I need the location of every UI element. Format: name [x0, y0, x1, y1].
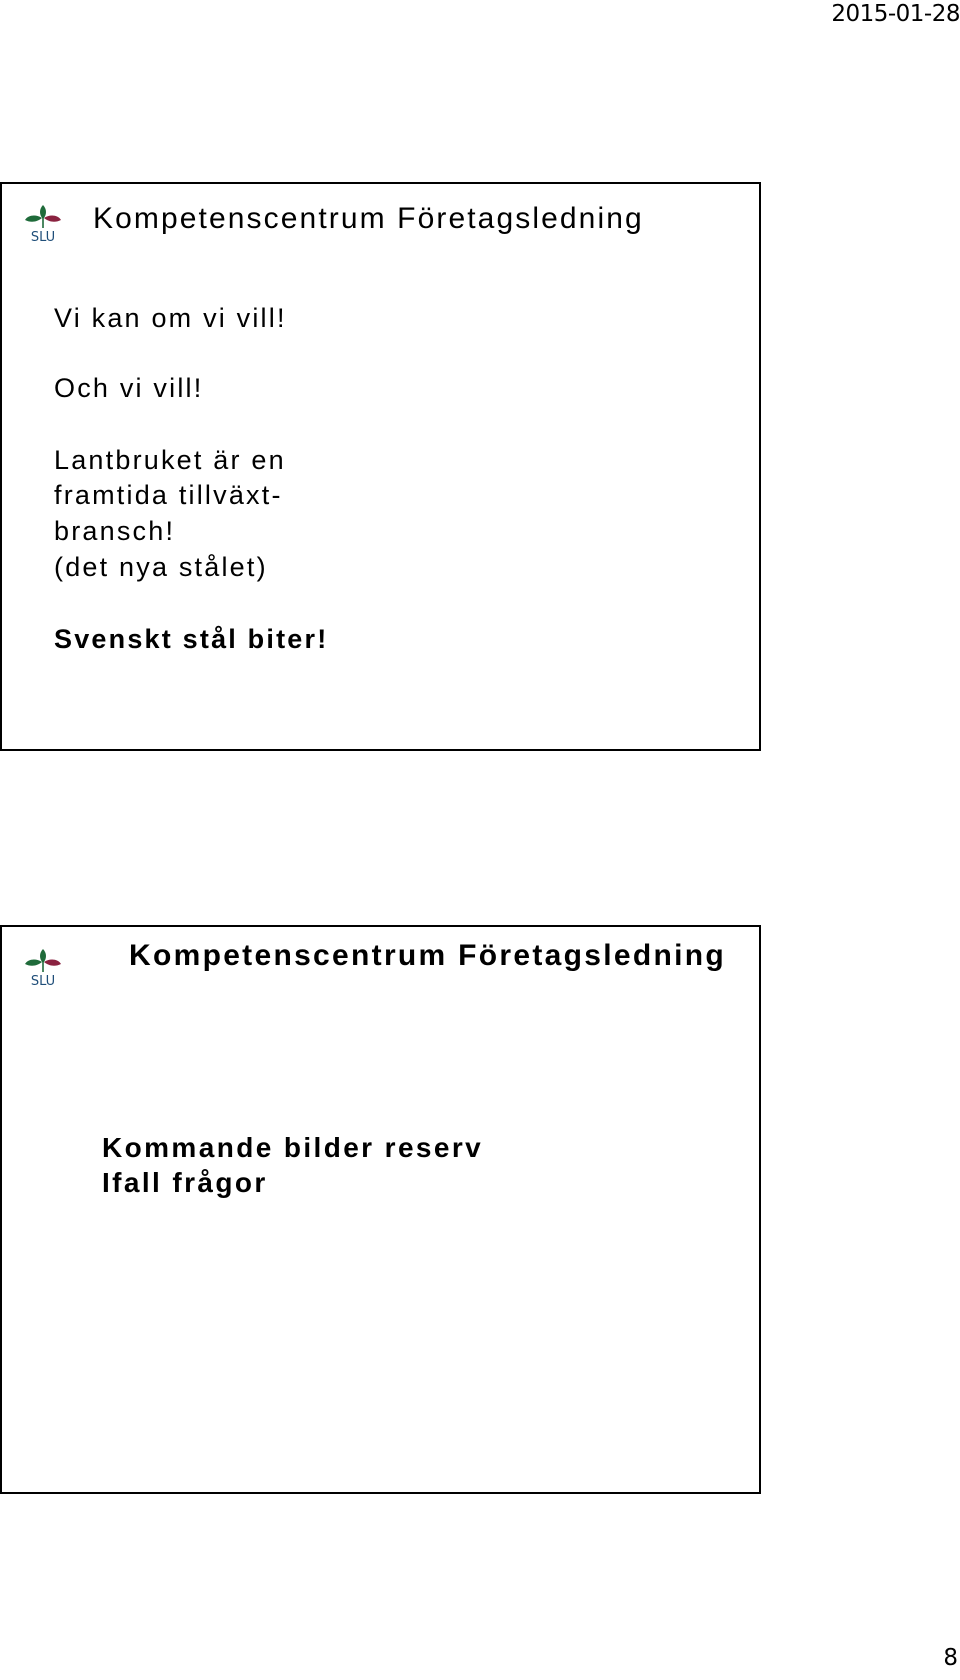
slide-text-line: (det nya stålet) [54, 552, 268, 582]
slide-text-line: Svenskt stål biter! [54, 624, 329, 654]
slu-logo-text: SLU [30, 230, 56, 244]
slide-text-line: Lantbruket är en [54, 445, 286, 475]
slide-text-line: Ifall frågor [102, 1167, 268, 1198]
slu-logo [22, 202, 64, 244]
page-number: 8 [943, 1645, 958, 1671]
slide-text-line: Kommande bilder reserv [102, 1132, 484, 1163]
slide-title: Kompetenscentrum Företagsledning [129, 939, 727, 972]
slide-text-line: bransch! [54, 516, 176, 546]
slide-text-line: Vi kan om vi vill! [54, 303, 287, 333]
page-date: 2015-01-28 [831, 1, 960, 27]
slide-1 [0, 182, 761, 751]
slide-2 [0, 925, 761, 1494]
slu-logo-text: SLU [30, 974, 56, 988]
slu-logo [22, 946, 64, 988]
slide-text-line: Och vi vill! [54, 373, 204, 403]
slide-text-line: framtida tillväxt- [54, 480, 283, 510]
slide-title: Kompetenscentrum Företagsledning [93, 202, 644, 235]
